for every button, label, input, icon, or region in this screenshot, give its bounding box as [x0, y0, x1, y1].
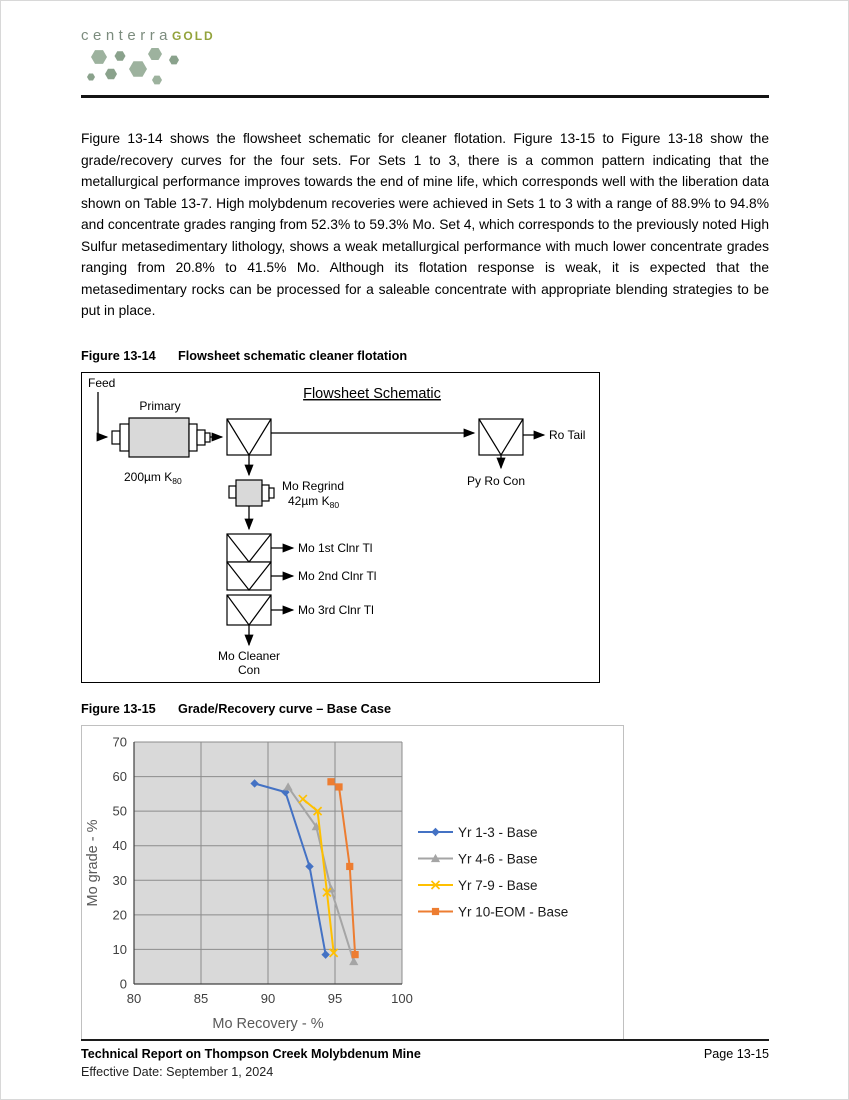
footer-divider [81, 1039, 769, 1041]
figure-13-14-caption [81, 349, 769, 363]
cleaner-con-label-line1: Mo Cleaner [217, 648, 281, 663]
cleaner-cell-1 [227, 534, 271, 562]
feed-label: Feed [88, 375, 116, 390]
footer-report-title: Technical Report on Thompson Creek Molybdenum Mine [81, 1047, 421, 1061]
hexagon-icon [91, 50, 107, 64]
data-point-marker [346, 862, 353, 869]
legend-label: Yr 7-9 - Base [458, 877, 538, 893]
hexagon-icon [105, 69, 117, 79]
logo-text-gold: GOLD [172, 29, 215, 43]
figure-13-15-title: Grade/Recovery curve – Base Case [178, 701, 391, 716]
legend-marker [431, 827, 439, 835]
figure-13-14-label: Figure 13-14 [81, 348, 156, 363]
py-ro-con-label: Py Ro Con [466, 473, 526, 488]
body-paragraph: Figure 13-14 shows the flowsheet schematic for cleaner flotation. Figure 13-15 to Figure 13-18 show the grade/recovery curves for the four sets. For Sets 1 to 3, there is a common pattern indicating that the metallurgical performance improves towards the end of mine life, which corresponds well with the liberation data shown on Table 13-7. High molybdenum recoveries were achieved in Sets 1 to 3 with a range of 88.9% to 94.8% and concentrate grades ranging from 52.3% to 59.3% Mo. Set 4, which corresponds to the previously noted High Sulfur metasedimentary lithology, shows a weak metallurgical performance with much lower concentrate grades ranging from 20.8% to 41.5% Mo. Although its flotation response is weak, it is expected that the metasedimentary rocks can be processed for a saleable concentrate with appropriate blending strategies to be put in place. [81, 131, 769, 319]
grade-recovery-chart [82, 726, 621, 1040]
regrind-size-label: 42µm $K_{80}$ [288, 493, 340, 510]
regrind-mill [229, 480, 274, 506]
y-tick-label: 30 [112, 872, 127, 888]
hexagon-icon [152, 76, 162, 85]
diagram-title: Flowsheet Schematic [303, 385, 441, 402]
data-point-marker [352, 951, 359, 958]
x-axis-title: Mo Recovery - % [212, 1015, 324, 1032]
header-divider [81, 95, 769, 98]
logo-wordmark [81, 27, 769, 45]
ro-tail-label: Ro Tail [549, 427, 586, 442]
grade-recovery-chart-figure [81, 725, 624, 1041]
primary-grind-size-label: 200µm $K_{80}$ [124, 469, 182, 486]
cleaner-cell-3 [227, 595, 271, 625]
page-footer [81, 1039, 769, 1079]
legend-marker [432, 908, 439, 915]
cleaner-con-label-line2: Con [237, 662, 261, 677]
footer-page-number: Page 13-15 [703, 1047, 769, 1061]
flowsheet-schematic [82, 373, 597, 682]
cleaner2-tail-label: Mo 2nd Clnr Tl [298, 568, 377, 583]
y-tick-label: 70 [112, 734, 127, 750]
x-tick-label: 90 [260, 990, 276, 1006]
figure-13-15-caption [81, 702, 769, 716]
cleaner1-tail-label: Mo 1st Clnr Tl [298, 540, 373, 555]
hexagon-icon [169, 56, 179, 65]
data-point-marker [335, 783, 342, 790]
y-tick-label: 20 [112, 906, 127, 922]
cleaner-cell-2 [227, 562, 271, 590]
hexagon-icon [87, 74, 95, 81]
data-point-marker [327, 778, 334, 785]
legend-label: Yr 1-3 - Base [458, 824, 538, 840]
x-tick-label: 95 [327, 990, 343, 1006]
logo-hexagons-icon [81, 47, 191, 87]
y-tick-label: 0 [119, 976, 127, 992]
page-header [81, 27, 769, 98]
hexagon-icon [115, 51, 126, 61]
hexagon-icon [148, 48, 162, 60]
rougher-flotation-cell [227, 419, 271, 455]
centerra-gold-logo [81, 27, 769, 87]
x-tick-label: 100 [391, 990, 413, 1006]
legend-label: Yr 4-6 - Base [458, 850, 538, 866]
feed-arrow [98, 392, 107, 437]
x-tick-label: 80 [126, 990, 142, 1006]
primary-mill [112, 418, 210, 457]
footer-effective-date: Effective Date: September 1, 2024 [81, 1065, 274, 1079]
y-tick-label: 50 [112, 803, 127, 819]
logo-text-centerra: centerra [81, 27, 173, 44]
y-tick-label: 40 [112, 837, 127, 853]
primary-mill-label: Primary [139, 398, 181, 413]
page-content [1, 1, 848, 1041]
figure-13-15-label: Figure 13-15 [81, 701, 156, 716]
hexagon-icon [129, 61, 147, 77]
y-axis-title: Mo grade - % [85, 819, 101, 907]
figure-13-14-title: Flowsheet schematic cleaner flotation [178, 348, 408, 363]
regrind-label: Mo Regrind [282, 478, 345, 493]
x-tick-label: 85 [193, 990, 209, 1006]
y-tick-label: 10 [112, 941, 127, 957]
py-rougher-cell [479, 419, 523, 455]
cleaner3-tail-label: Mo 3rd Clnr Tl [298, 602, 374, 617]
flowsheet-diagram-figure [81, 372, 600, 683]
footer-row [81, 1047, 769, 1061]
legend-label: Yr 10-EOM - Base [458, 903, 569, 919]
y-tick-label: 60 [112, 768, 127, 784]
